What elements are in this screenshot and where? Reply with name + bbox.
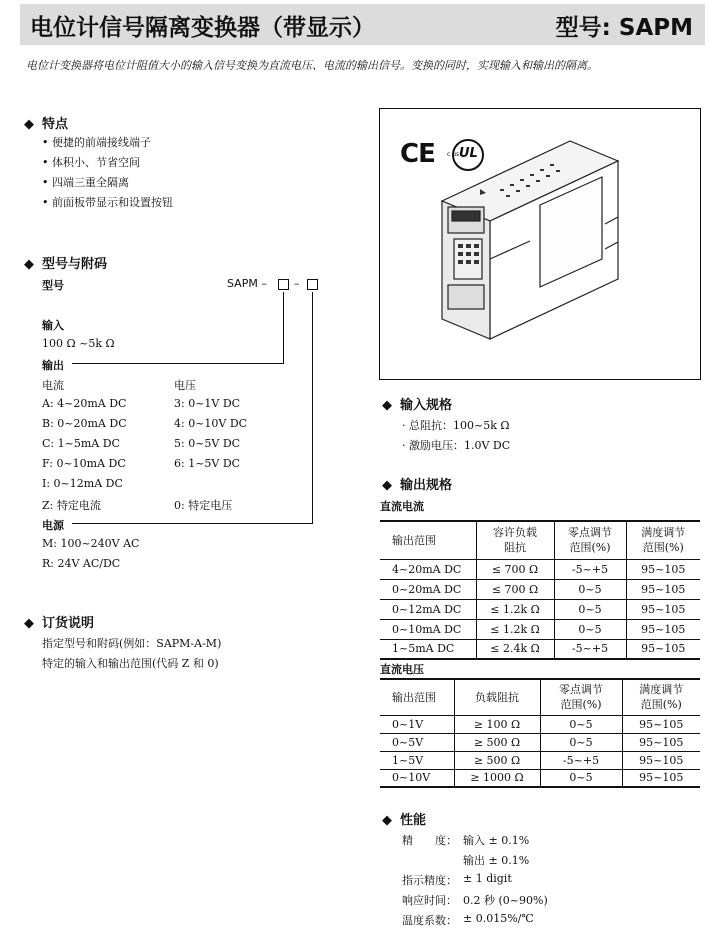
diamond-bullet-icon: ◆: [24, 257, 34, 272]
table-cell: -5~+5: [540, 751, 622, 769]
voltage-label: 电压: [174, 379, 196, 392]
order-line: 特定的输入和输出范围(代码 Z 和 0): [42, 657, 219, 670]
accuracy-input: 输入 ± 0.1%: [463, 834, 530, 847]
list-item: [174, 477, 247, 497]
current-label: 电流: [42, 379, 64, 392]
table-header: 输出范围: [392, 691, 436, 705]
ce-mark-icon: CE: [400, 139, 435, 169]
input-label: 输入: [42, 319, 64, 332]
diamond-bullet-icon: ◆: [382, 813, 392, 828]
power-options: [42, 537, 139, 577]
list-item: 5: 0~5V DC: [174, 437, 241, 450]
table-cell: ≤ 1.2k Ω: [476, 599, 554, 619]
input-spec-line: · 总阻抗：100~5k Ω: [402, 419, 510, 432]
table-cell: ≥ 500 Ω: [454, 733, 540, 751]
table-cell: ≥ 1000 Ω: [454, 769, 540, 787]
table-cell: 95~105: [622, 769, 700, 787]
list-item: • 体积小、节省空间: [42, 156, 140, 169]
table-row: [380, 599, 700, 619]
list-item: • 便捷的前端接线端子: [42, 136, 151, 149]
table-header: 容许负载 阻抗: [476, 521, 554, 559]
table-cell: 95~105: [626, 619, 700, 639]
list-item: • 四端三重全隔离: [42, 176, 129, 189]
table-header: 零点调节 范围(%): [554, 521, 626, 559]
table-cell: 0~20mA DC: [392, 582, 462, 596]
table-cell: 0~5: [540, 733, 622, 751]
list-item: I: 0~12mA DC: [42, 477, 123, 490]
input-spec-heading: ◆ 输入规格: [382, 398, 453, 413]
table-cell: -5~+5: [554, 639, 626, 659]
list-item: 3: 0~1V DC: [174, 397, 241, 410]
table-cell: ≥ 500 Ω: [454, 751, 540, 769]
table-cell: 95~105: [626, 559, 700, 579]
din-rail-module-drawing: [380, 109, 700, 379]
model-label: 型号: [42, 279, 64, 292]
dc-voltage-label: 直流电压: [380, 663, 424, 676]
list-item: Z: 特定电流: [42, 499, 101, 512]
table-cell: ≤ 700 Ω: [476, 579, 554, 599]
table-cell: 95~105: [626, 579, 700, 599]
table-cell: 95~105: [622, 733, 700, 751]
code-box-power: [307, 279, 318, 290]
list-item: 6: 1~5V DC: [174, 457, 241, 470]
table-row: [380, 579, 700, 599]
model-code-sep: –: [294, 277, 300, 290]
connector-line: [72, 523, 313, 524]
table-cell: 0~10V: [392, 771, 431, 785]
dc-current-table: [380, 520, 700, 660]
features-heading: ◆ 特点: [24, 117, 69, 132]
table-row: [380, 733, 700, 751]
diamond-bullet-icon: ◆: [382, 398, 392, 413]
list-item: 4: 0~10V DC: [174, 417, 248, 430]
table-cell: 95~105: [626, 599, 700, 619]
order-heading: ◆ 订货说明: [24, 616, 95, 631]
list-item: C: 1~5mA DC: [42, 437, 120, 450]
table-row: [380, 769, 700, 787]
table-cell: 0~12mA DC: [392, 602, 462, 616]
table-cell: 0~10mA DC: [392, 622, 462, 636]
display-accuracy-label: 指示精度：: [402, 874, 457, 887]
input-value: 100 Ω ~5k Ω: [42, 337, 115, 350]
features-list: [42, 134, 173, 214]
list-item: A: 4~20mA DC: [42, 397, 127, 410]
accuracy-label: 精 度：: [402, 834, 457, 847]
accuracy-output: 输出 ± 0.1%: [463, 854, 530, 867]
table-cell: 1~5V: [392, 753, 424, 767]
product-image: [379, 108, 701, 380]
table-header: 满度调节 范围(%): [626, 521, 700, 559]
model-code-prefix: SAPM –: [227, 277, 267, 290]
model-title: 型号: SAPM: [555, 15, 693, 41]
intro-text: 电位计变换器将电位计阻值大小的输入信号变换为直流电压、电流的输出信号。变换的同时，实现输入和输出的隔离。: [26, 59, 598, 72]
table-cell: -5~+5: [554, 559, 626, 579]
table-row: [380, 639, 700, 659]
table-cell: 95~105: [626, 639, 700, 659]
table-row: [380, 559, 700, 579]
temp-coefficient-label: 温度系数：: [402, 914, 457, 927]
table-cell: ≤ 1.2k Ω: [476, 619, 554, 639]
dc-voltage-table: [380, 678, 700, 788]
power-label: 电源: [42, 519, 64, 532]
model-code-heading: ◆ 型号与附码: [24, 257, 108, 272]
table-row: [380, 751, 700, 769]
table-header: 负载阻抗: [454, 679, 540, 715]
ul-mark-icon: UL c us: [452, 139, 484, 171]
list-item: • 前面板带显示和设置按钮: [42, 196, 173, 209]
code-box-output: [278, 279, 289, 290]
page-title: 电位计信号隔离变换器（带显示）: [30, 15, 375, 41]
table-row: [380, 619, 700, 639]
table-header: 零点调节 范围(%): [540, 679, 622, 715]
table-cell: 4~20mA DC: [392, 562, 462, 576]
output-spec-heading: ◆ 输出规格: [382, 478, 453, 493]
table-row: [380, 715, 700, 733]
input-spec-line: · 激励电压：1.0V DC: [402, 439, 511, 452]
table-cell: 0~5: [540, 769, 622, 787]
table-cell: 0~1V: [392, 717, 424, 731]
temp-coefficient-value: ± 0.015%/℃: [463, 912, 534, 925]
table-cell: 1~5mA DC: [392, 642, 455, 656]
table-header: 满度调节 范围(%): [622, 679, 700, 715]
response-time-label: 响应时间：: [402, 894, 457, 907]
table-cell: ≤ 700 Ω: [476, 559, 554, 579]
list-item: 0: 特定电压: [174, 499, 233, 512]
table-cell: 95~105: [622, 751, 700, 769]
diamond-bullet-icon: ◆: [24, 616, 34, 631]
dc-current-label: 直流电流: [380, 500, 424, 513]
output-label: 输出: [42, 359, 64, 372]
display-accuracy-value: ± 1 digit: [463, 872, 512, 885]
table-cell: 0~5: [554, 599, 626, 619]
current-options: [42, 397, 127, 517]
connector-line: [312, 292, 313, 524]
list-item: R: 24V AC/DC: [42, 557, 121, 570]
list-item: F: 0~10mA DC: [42, 457, 126, 470]
connector-line: [72, 363, 284, 364]
table-cell: ≤ 2.4k Ω: [476, 639, 554, 659]
table-cell: 0~5: [540, 715, 622, 733]
table-header: 输出范围: [392, 534, 436, 548]
table-cell: 0~5: [554, 579, 626, 599]
table-cell: 95~105: [622, 715, 700, 733]
table-cell: 0~5: [554, 619, 626, 639]
voltage-options: [174, 397, 247, 517]
diamond-bullet-icon: ◆: [24, 117, 34, 132]
diamond-bullet-icon: ◆: [382, 478, 392, 493]
list-item: M: 100~240V AC: [42, 537, 140, 550]
table-cell: ≥ 100 Ω: [454, 715, 540, 733]
performance-heading: ◆ 性能: [382, 813, 427, 828]
table-cell: 0~5V: [392, 735, 424, 749]
connector-line: [283, 292, 284, 364]
order-line: 指定型号和附码(例如：SAPM-A-M): [42, 637, 222, 650]
response-time-value: 0.2 秒 (0~90%): [463, 894, 548, 907]
list-item: B: 0~20mA DC: [42, 417, 127, 430]
